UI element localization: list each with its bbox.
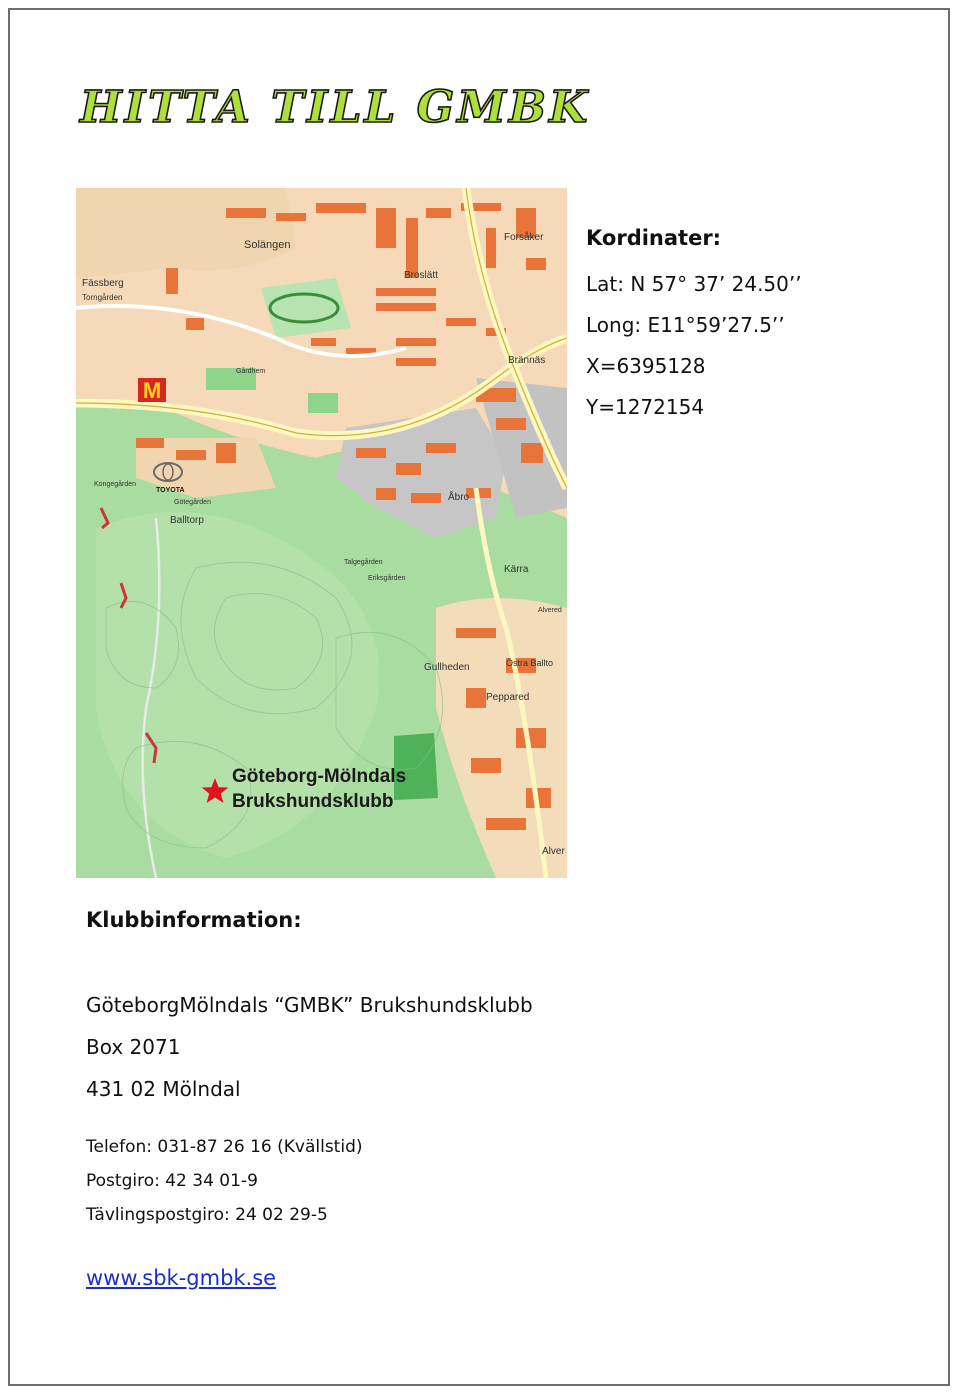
place-label-peppared: Peppared [486, 692, 530, 703]
map-club-label-line1: Göteborg-Mölndals [232, 766, 407, 787]
place-label-gotegarden: Götegården [174, 499, 211, 506]
place-label-alver: Alver [542, 846, 565, 857]
map-sports-field [308, 393, 338, 413]
latitude: Lat: N 57° 37’ 24.50’’ [586, 272, 802, 296]
club-address-block [86, 984, 533, 1110]
place-label-torngarden: Torngården [82, 293, 123, 302]
location-map [76, 188, 567, 878]
longitude: Long: E11°59’27.5’’ [586, 313, 785, 337]
place-label-alvered: Alvered [538, 607, 562, 614]
x-coordinate: X=6395128 [586, 354, 706, 378]
place-label-kongegarden: Kongegården [94, 481, 137, 488]
map-club-label-line2: Brukshundsklubb [232, 791, 394, 812]
place-label-karra: Kärra [504, 564, 529, 575]
club-info-heading: Klubbinformation: [86, 908, 302, 932]
place-label-forsaker: Forsåker [504, 232, 544, 243]
place-label-talgegarden: Talgegården [344, 559, 383, 566]
place-label-abro: Åbro [448, 492, 470, 503]
club-postal: 431 02 Mölndal [86, 1077, 241, 1101]
place-label-balltorp: Balltorp [170, 515, 204, 526]
website-link[interactable]: www.sbk-gmbk.se [86, 1266, 277, 1290]
mcdonalds-icon [138, 378, 166, 403]
place-label-toyota: TOYOTA [156, 487, 185, 494]
svg-text:M: M [142, 378, 162, 403]
place-label-solangen: Solängen [244, 239, 291, 251]
place-label-brannas: Brännäs [508, 355, 546, 366]
place-label-gullheden: Gullheden [424, 662, 470, 673]
club-name: GöteborgMölndals “GMBK” Brukshundsklubb [86, 993, 533, 1017]
coordinates-heading: Kordinater: [586, 226, 722, 250]
place-label-fassberg: Fässberg [82, 278, 124, 289]
club-box: Box 2071 [86, 1035, 181, 1059]
phone: Telefon: 031-87 26 16 (Kvällstid) [86, 1137, 363, 1157]
contact-block [86, 1130, 363, 1232]
place-label-broslatt: Broslätt [404, 270, 438, 281]
y-coordinate: Y=1272154 [586, 395, 705, 419]
competition-postgiro: Tävlingspostgiro: 24 02 29-5 [86, 1205, 328, 1225]
place-label-ostra-balltorp: Östra Ballto [506, 658, 554, 668]
document-title: HITTA TILL GMBK [80, 82, 591, 133]
place-label-gardhem: Gårdhem [236, 368, 266, 375]
postgiro: Postgiro: 42 34 01-9 [86, 1171, 258, 1191]
place-label-eriksgarden: Eriksgården [368, 575, 406, 582]
coordinates-block [586, 226, 802, 428]
